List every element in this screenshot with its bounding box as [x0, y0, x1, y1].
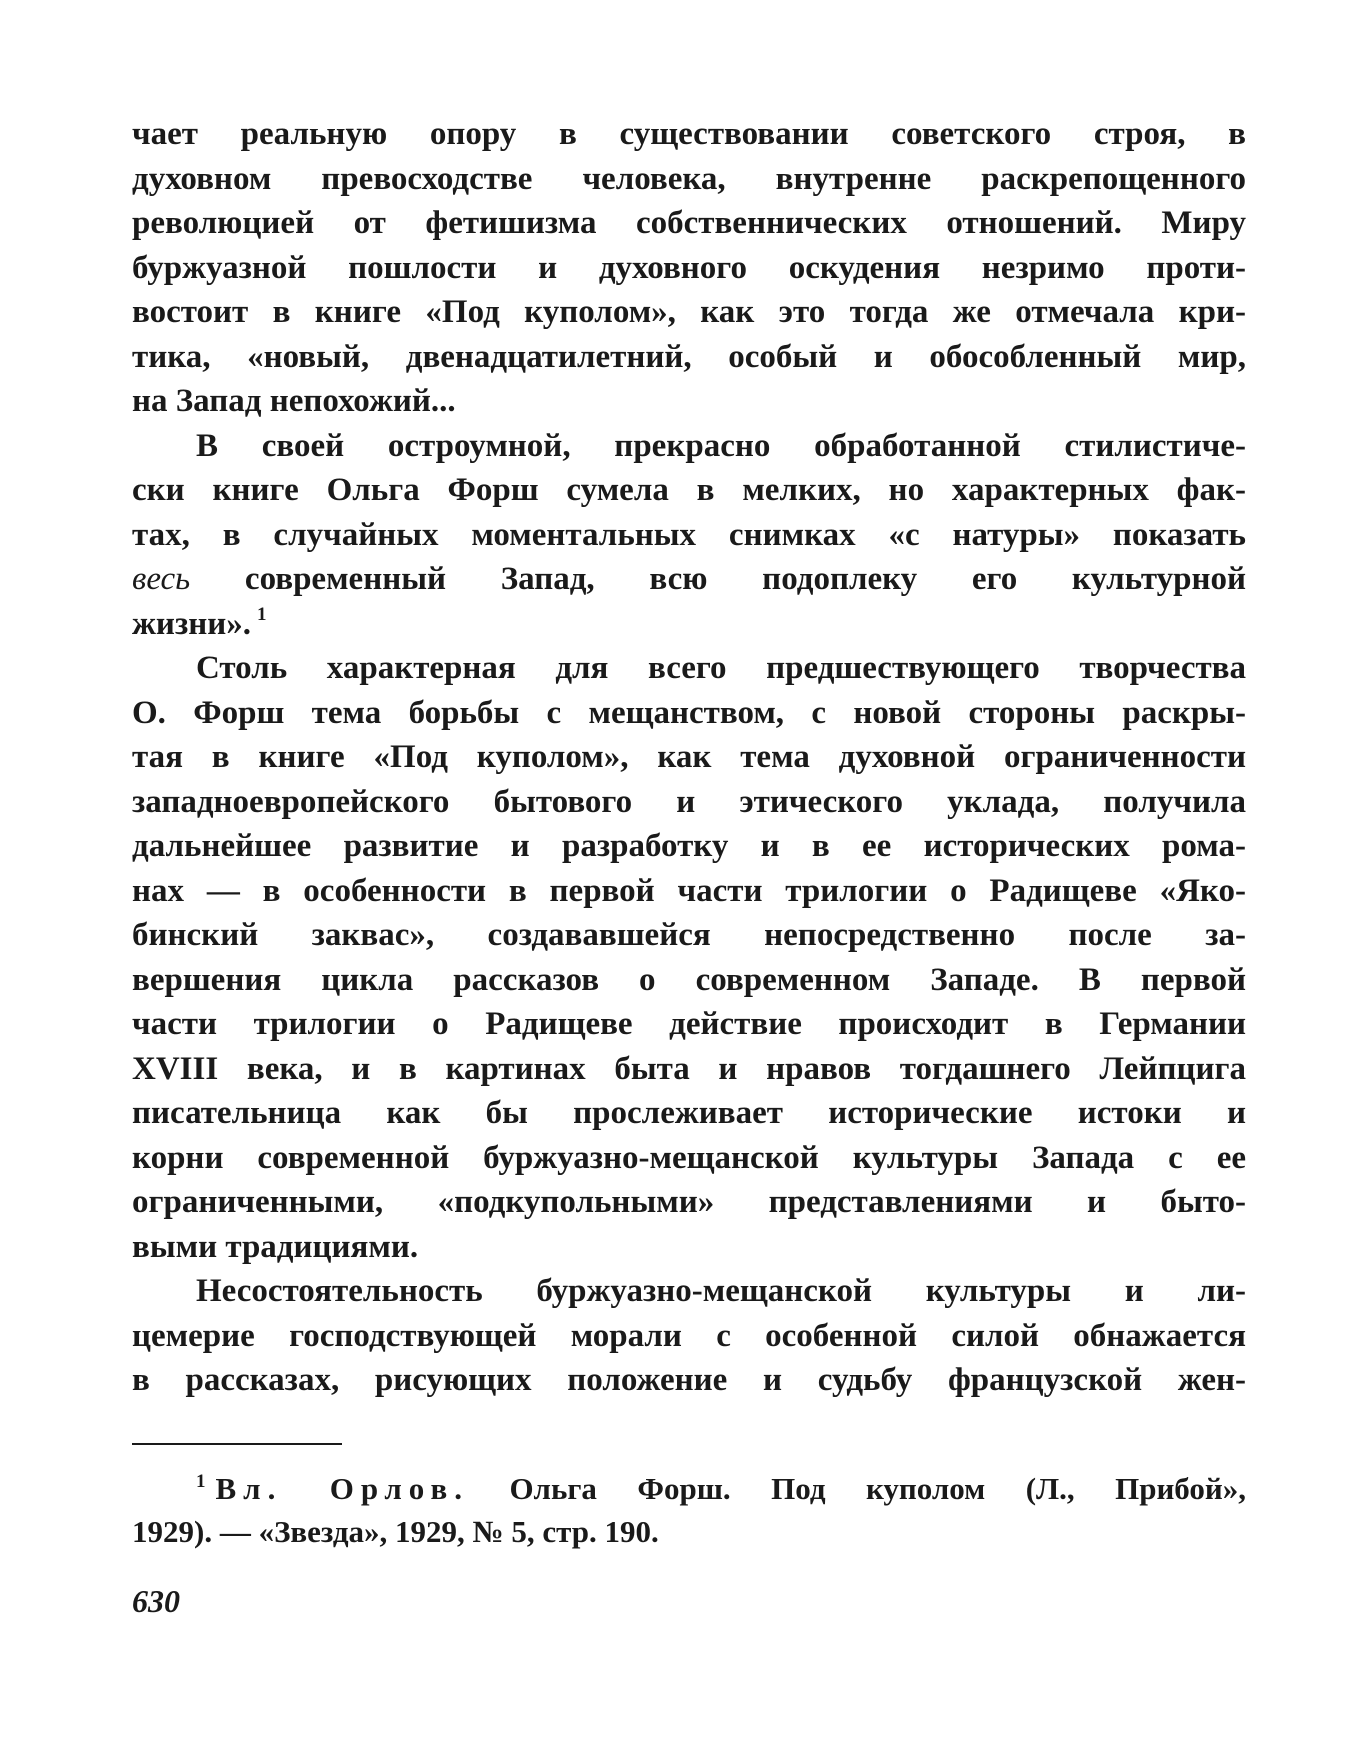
- text-line: Столь характерная для всего предшествующего творчества: [196, 650, 1246, 686]
- text-line: О. Форш тема борьбы с мещанством, с новой стороны раскры-: [132, 694, 1246, 731]
- text-fragment: жизни».: [132, 605, 251, 642]
- footnote-mark: 1: [196, 1471, 206, 1492]
- text-line: нах — в особенности в первой части трилогии о Радищеве «Яко-: [132, 872, 1246, 909]
- text-line: ограниченными, «подкупольными» представлениями и быто-: [132, 1184, 1246, 1220]
- text-fragment: современный Запад, всю подоплеку его культурной: [244, 561, 1246, 597]
- text-line: XVIII века, и в картинах быта и нравов тогдашнего Лейпцига: [132, 1050, 1246, 1087]
- footnote: [132, 1467, 1246, 1553]
- text-line: тах, в случайных моментальных снимках «с натуры» показать: [132, 516, 1246, 553]
- text-line: бинский заквас», создававшейся непосредственно после за-: [132, 917, 1246, 953]
- text-line: цемерие господствующей морали с особенной силой обнажается: [132, 1317, 1246, 1354]
- paragraph-2: [132, 424, 1246, 647]
- text-line: революцией от фетишизма собственнических отношений. Миру: [132, 205, 1246, 241]
- page-number: 630: [132, 1583, 180, 1619]
- page-body-text: [132, 112, 1246, 1403]
- footnote-divider: [132, 1443, 342, 1445]
- text-line: писательница как бы прослеживает исторические истоки и: [132, 1095, 1246, 1131]
- text-line: вершения цикла рассказов о современном Западе. В первой: [132, 961, 1246, 998]
- text-line: востоит в книге «Под куполом», как это тогда же отмечала кри-: [132, 294, 1246, 330]
- text-line: буржуазной пошлости и духовного оскудения незримо проти-: [132, 249, 1246, 286]
- text-line: части трилогии о Радищеве действие происходит в Германии: [132, 1006, 1246, 1042]
- text-line: [132, 557, 1246, 602]
- text-line: В своей остроумной, прекрасно обработанной стилистиче-: [196, 427, 1246, 464]
- text-line: чает реальную опору в существовании советского строя, в: [132, 116, 1246, 152]
- paragraph-1: [132, 112, 1246, 424]
- paragraph-3: [132, 646, 1246, 1269]
- footnote-line: [132, 1467, 1246, 1510]
- text-line: корни современной буржуазно-мещанской культуры Запада с ее: [132, 1139, 1246, 1176]
- text-line: [132, 602, 1246, 647]
- paragraph-4: [132, 1269, 1246, 1403]
- text-line: дальнейшее развитие и разработку и в ее исторических рома-: [132, 828, 1246, 864]
- emphasized-word: весь: [132, 561, 191, 597]
- text-line: тая в книге «Под куполом», как тема духовной ограниченности: [132, 739, 1246, 775]
- text-line: ски книге Ольга Форш сумела в мелких, но характерных фак-: [132, 472, 1246, 508]
- text-line: на Запад непохожий...: [132, 383, 456, 419]
- footnote-line: 1929). — «Звезда», 1929, № 5, стр. 190.: [132, 1514, 659, 1549]
- text-line: Несостоятельность буржуазно-мещанской культуры и ли-: [196, 1273, 1246, 1309]
- footnote-author: Вл. Орлов.: [215, 1471, 469, 1506]
- text-line: тика, «новый, двенадцатилетний, особый и обособленный мир,: [132, 338, 1246, 375]
- text-line: в рассказах, рисующих положение и судьбу французской жен-: [132, 1362, 1246, 1398]
- text-line: выми традициями.: [132, 1228, 419, 1265]
- footnote-reference[interactable]: 1: [256, 603, 267, 625]
- text-line: западноевропейского бытового и этического уклада, получила: [132, 783, 1246, 820]
- text-line: духовном превосходстве человека, внутренне раскрепощенного: [132, 160, 1246, 197]
- footnote-text: Ольга Форш. Под куполом (Л., Прибой»,: [509, 1471, 1247, 1506]
